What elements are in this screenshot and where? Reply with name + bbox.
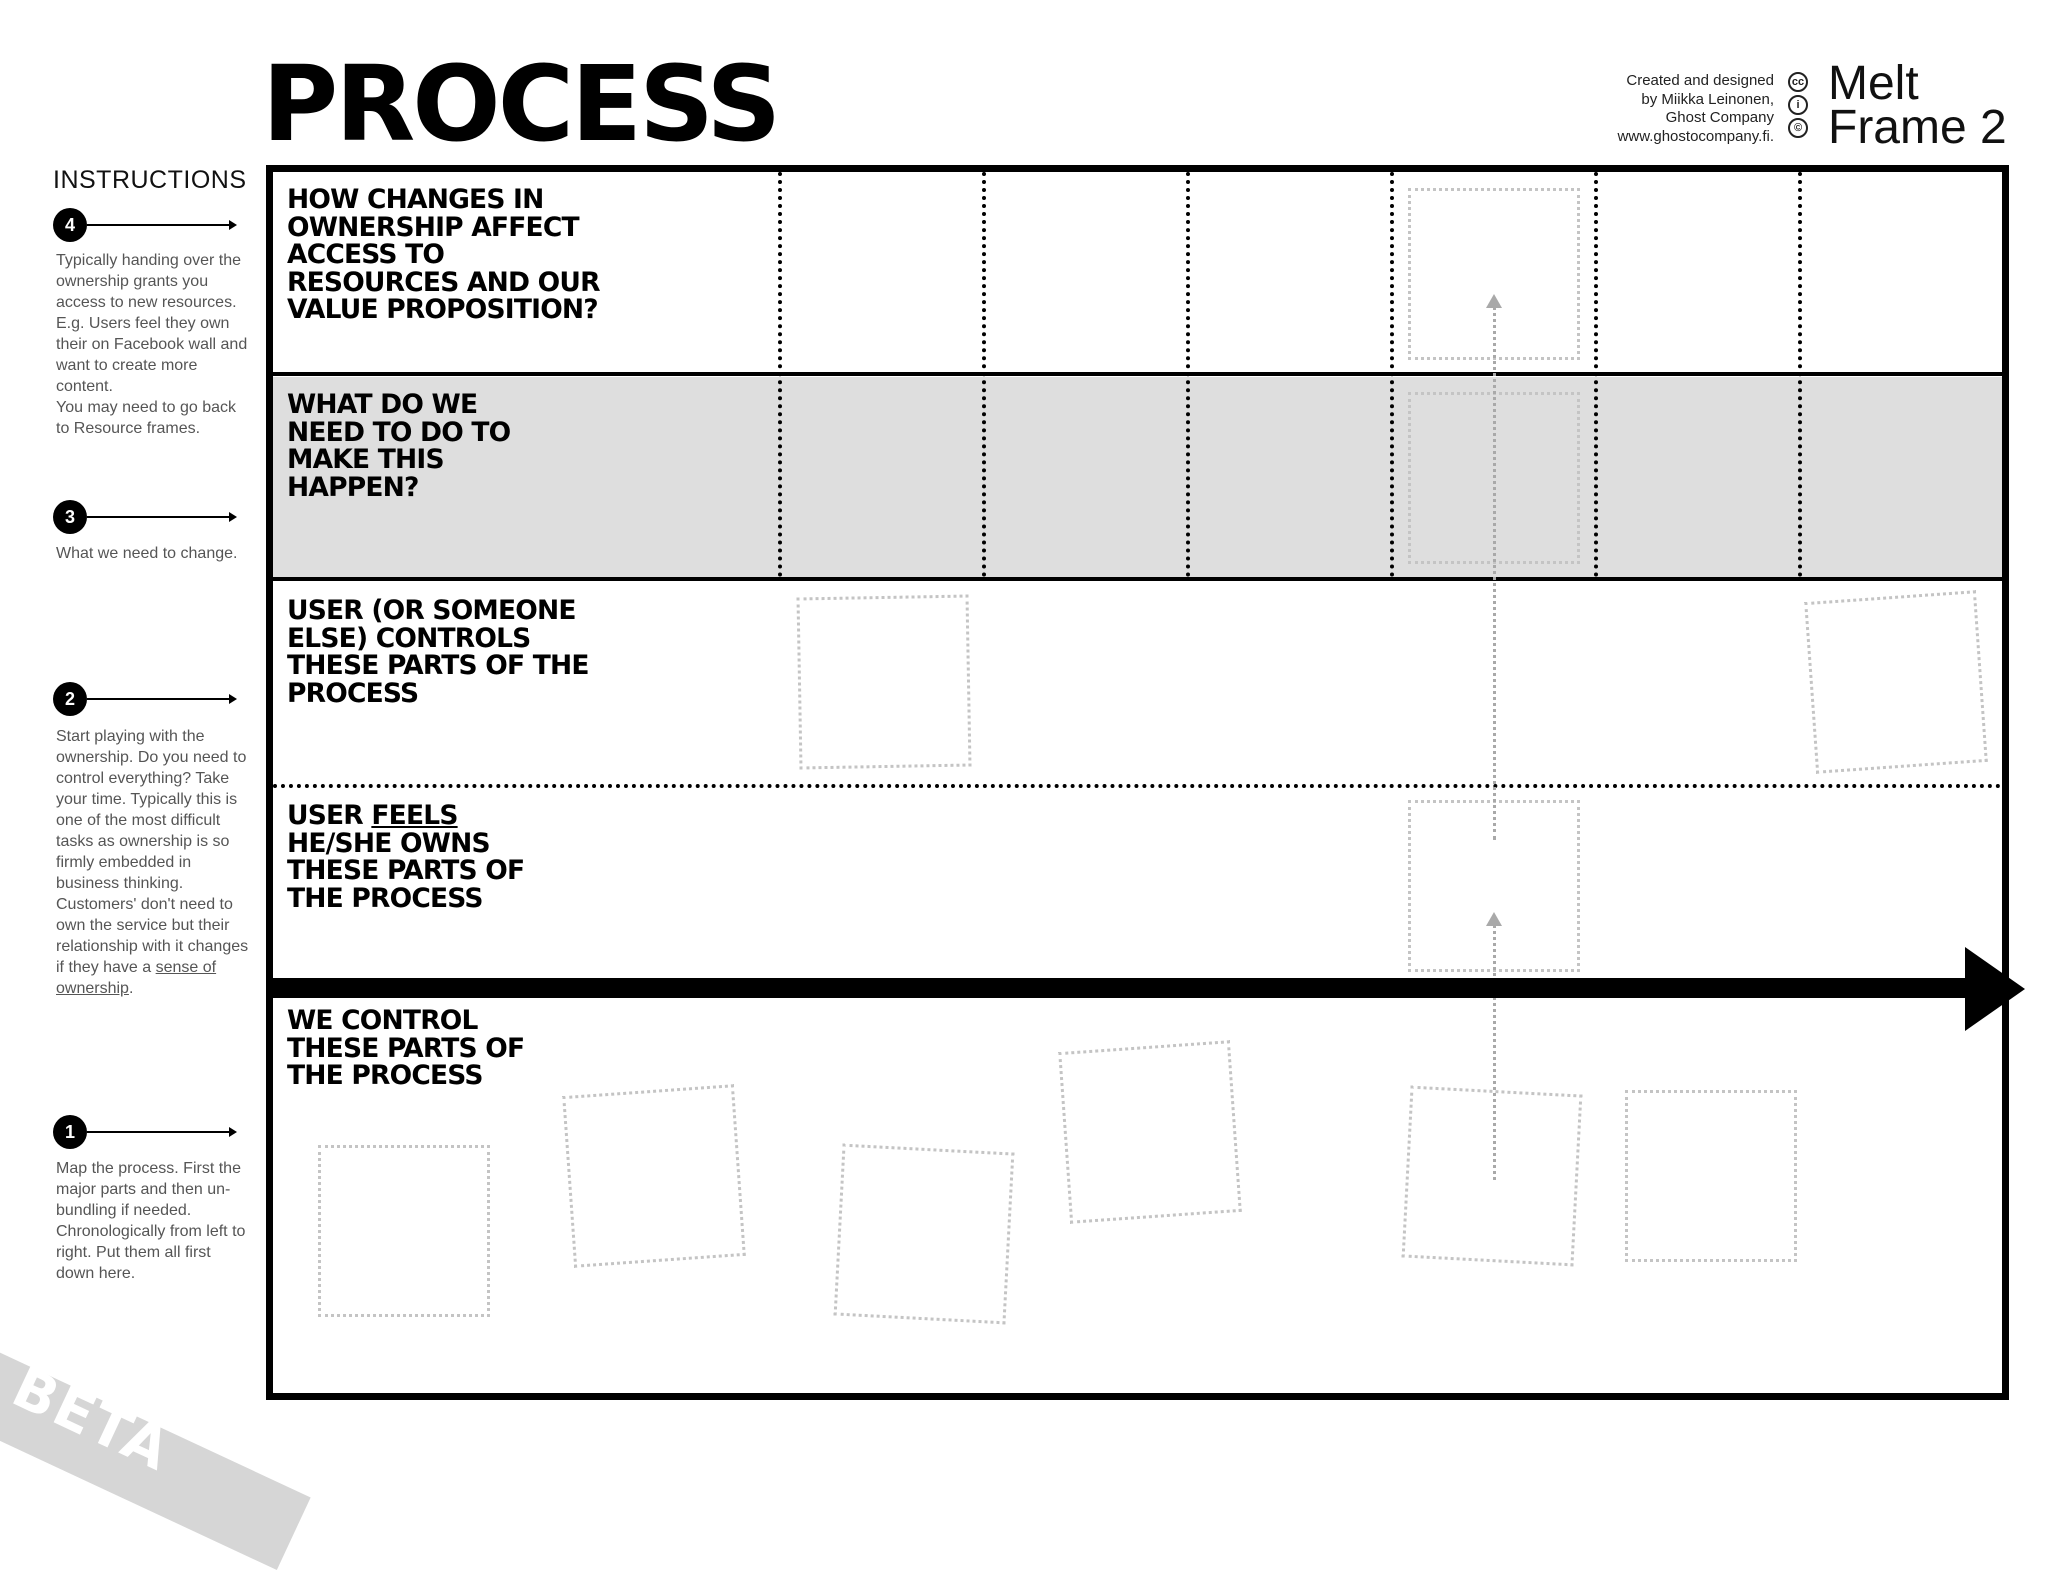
credit-line: by Miikka Leinonen, bbox=[1641, 90, 1774, 108]
page-title: PROCESS bbox=[262, 43, 779, 165]
arrow-up-icon bbox=[1486, 912, 1502, 926]
step-text bbox=[56, 726, 251, 999]
brand-logo bbox=[1828, 57, 2007, 154]
sticky-note-placeholder bbox=[797, 595, 972, 770]
brand-line: Frame 2 bbox=[1828, 101, 2007, 154]
brand-line: Melt bbox=[1828, 57, 1919, 110]
license-icons bbox=[1788, 72, 1812, 141]
share-alike-icon: © bbox=[1788, 118, 1808, 138]
row-divider-dotted bbox=[273, 784, 2002, 788]
instructions-heading: INSTRUCTIONS bbox=[53, 166, 247, 194]
row-label-user-feels bbox=[287, 802, 527, 912]
row-label-part: USER bbox=[287, 800, 372, 831]
credit-line: Ghost Company bbox=[1665, 109, 1774, 126]
timeline-bar bbox=[272, 978, 1972, 998]
arrow-right-icon bbox=[87, 1131, 235, 1133]
column-divider bbox=[1186, 172, 1190, 577]
step-text-part: . bbox=[128, 980, 134, 997]
credit-link[interactable]: www.ghostocompany.fi. bbox=[1617, 127, 1774, 145]
step-text: Map the process. First the major parts and then un-bundling if needed. Chronologically from left to right. Put them all first down here. bbox=[56, 1160, 246, 1282]
row-divider bbox=[273, 372, 2002, 376]
beta-watermark: BETA bbox=[2, 1355, 181, 1485]
row-label-user-controls: USER (OR SOMEONE ELSE) CONTROLS THESE PARTS OF THE PROCESS bbox=[287, 595, 589, 709]
step-text-part: Start playing with the ownership. Do you need to control everything? Take your time. Typically this is one of the most difficult tasks as ownership is so firmly embedded in business thinking. Customers' don't need to own the service but their relationship with it changes if they have a bbox=[56, 728, 249, 976]
step-text: Typically handing over the ownership grants you access to new resources. E.g. Users feel they own their on Facebook wall and want to create more content. You may need to go back to Resource frames. bbox=[56, 252, 248, 437]
attribution-icon: i bbox=[1788, 95, 1808, 115]
credit-line: Created and designed bbox=[1626, 72, 1774, 89]
step-text: What we need to change. bbox=[56, 545, 238, 562]
step-number-badge: 3 bbox=[53, 500, 87, 534]
step-number-badge: 2 bbox=[53, 682, 87, 716]
column-divider bbox=[778, 172, 782, 577]
sticky-note-placeholder bbox=[1402, 1086, 1583, 1267]
sense-of-ownership-link: sense of ownership bbox=[56, 959, 217, 997]
row-label-emphasis: FEELS bbox=[371, 800, 458, 831]
arrow-up-icon bbox=[1486, 294, 1502, 308]
upward-arrow-line bbox=[1493, 918, 1496, 1180]
arrow-right-icon bbox=[87, 516, 235, 518]
sticky-note-placeholder bbox=[1058, 1040, 1242, 1224]
column-divider bbox=[1798, 172, 1802, 577]
upward-arrow-line bbox=[1493, 300, 1496, 840]
column-divider bbox=[1594, 172, 1598, 577]
step-number-badge: 1 bbox=[53, 1115, 87, 1149]
arrow-right-icon bbox=[87, 224, 235, 226]
row-label-what-to-do: WHAT DO WE NEED TO DO TO MAKE THIS HAPPEN? bbox=[287, 389, 511, 503]
step-number-badge: 4 bbox=[53, 208, 87, 242]
sticky-note-placeholder bbox=[1804, 590, 1988, 774]
row-divider bbox=[273, 577, 2002, 581]
sticky-note-placeholder bbox=[1625, 1090, 1797, 1262]
column-divider bbox=[982, 172, 986, 577]
row-label-value-proposition: HOW CHANGES IN OWNERSHIP AFFECT ACCESS TO RESOURCES AND OUR VALUE PROPOSITION? bbox=[287, 184, 600, 325]
sticky-note-placeholder bbox=[834, 1144, 1015, 1325]
row-label-part: HE/SHE OWNS THESE PARTS OF THE PROCESS bbox=[287, 827, 525, 914]
row-label-we-control: WE CONTROL THESE PARTS OF THE PROCESS bbox=[287, 1005, 525, 1091]
column-divider bbox=[1390, 172, 1394, 577]
creative-commons-icon: cc bbox=[1788, 72, 1808, 92]
timeline-arrow-icon bbox=[1965, 947, 2025, 1031]
sticky-note-placeholder bbox=[562, 1084, 746, 1268]
credit-block bbox=[1560, 72, 1774, 146]
arrow-right-icon bbox=[87, 698, 235, 700]
sticky-note-placeholder bbox=[318, 1145, 490, 1317]
